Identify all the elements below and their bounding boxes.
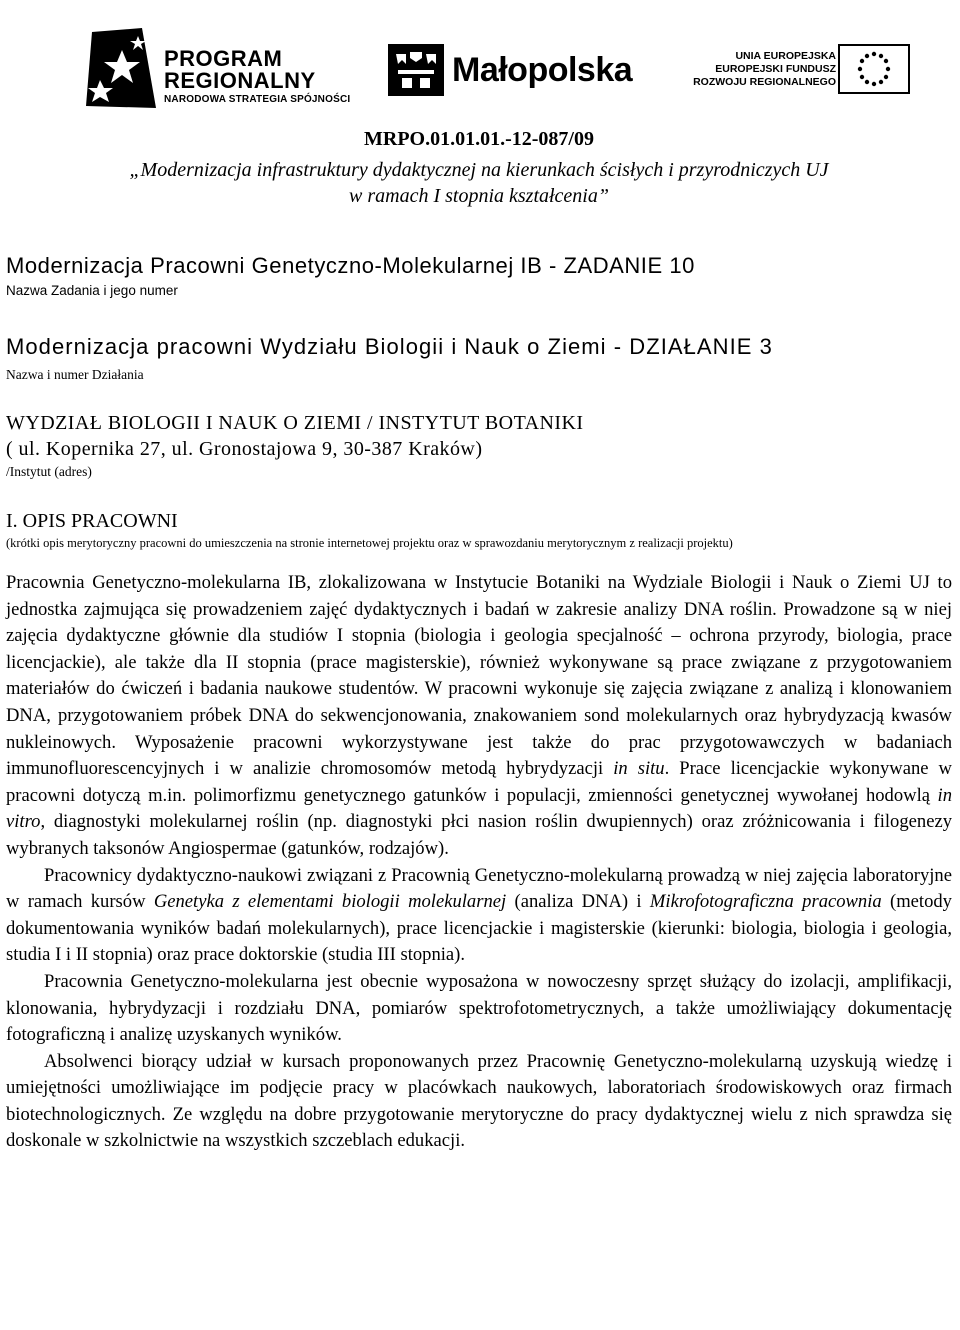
paragraph-2-text-c: (metody dokumentowania wyników badań molekularnych), prace licencjackie i magisterskie (kierunki: biologia, biologia i geologia, studia I i II stopnia) oraz prace doktorskie (studia III stopnia). (6, 891, 952, 966)
paragraph-2-italic-1: Genetyka z elementami biologii molekularnej (153, 891, 507, 913)
action-title: Modernizacja pracowni Wydziału Biologii i Nauk o Ziemi - DZIAŁANIE 3 (6, 334, 773, 359)
paragraph-1 (6, 570, 952, 863)
description-body (6, 570, 952, 1155)
paragraph-1-text-b: . Prace licencjackie wykonywane w pracowni dotyczą m.in. polimorfizmu genetycznego gatunków i populacji, zmienności genetycznej wywołanej hodowlą (6, 758, 952, 806)
task-title: Modernizacja Pracowni Genetyczno-Molekularnej IB - ZADANIE 10 (6, 253, 695, 278)
paragraph-2-text-a: Pracownicy dydaktyczno-naukowi związani z Pracownią Genetyczno-molekularną prowadzą w niej zajęcia laboratoryjne w ramach kursów (6, 864, 952, 913)
program-regionalny-line2: REGIONALNY (164, 68, 316, 93)
paragraph-2-text-b: (analiza DNA) i (506, 891, 650, 913)
program-regionalny-emblem-icon (86, 28, 160, 112)
logo-bar (0, 0, 960, 120)
section-heading: I. OPIS PRACOWNI (6, 510, 178, 532)
department-label: /Instytut (adres) (6, 464, 92, 479)
paragraph-1-italic-1: in situ (613, 758, 665, 780)
department-name: WYDZIAŁ BIOLOGII I NAUK O ZIEMI / INSTYTUT BOTANIKI (6, 412, 584, 434)
paragraph-2-italic-2: Mikrofotograficzna pracownia (649, 891, 882, 913)
action-label: Nazwa i numer Działania (6, 367, 144, 382)
eu-flag-icon (838, 44, 910, 94)
unia-europejska-logo (688, 44, 918, 100)
section-note: (krótki opis merytoryczny pracowni do umieszczenia na stronie internetowej projektu oraz w sprawozdaniu merytorycznym z realizacji projektu) (6, 536, 733, 550)
paragraph-3: Pracownia Genetyczno-molekularna jest obecnie wyposażona w nowoczesny sprzęt służący do izolacji, amplifikacji, klonowania, hybrydyzacji i rozdziału DNA, pomiarów spektrofotometrycznych, a także umożliwiający dokumentację fotograficzną i analizę uzyskanych wyników. (6, 970, 952, 1046)
unia-line3: ROZWOJU REGIONALNEGO (693, 76, 836, 88)
project-code: MRPO.01.01.01.-12-087/09 (364, 128, 594, 150)
paragraph-1-text-a: Pracownia Genetyczno-molekularna IB, zlokalizowana w Instytucie Botaniki na Wydziale Biologii i Nauk o Ziemi UJ to jednostka zajmująca się prowadzeniem zajęć dydaktycznych i badań w zakresie analizy DNA roślin. Prowadzone są w niej zajęcia dydaktyczne głównie dla studiów I stopnia (biologia i geologia specjalność – ochrona przyrody, biologia, prace licencjackie), ale także dla II stopnia (prace magisterskie), również wykonywane są prace związane z przygotowaniem materiałów do ćwiczeń i badania naukowe studentów. W pracowni wykonuje się zajęcia związane z analizą i klonowaniem DNA, przygotowaniem próbek DNA do sekwencjonowania, znakowaniem sond molekularnych oraz hybrydyzacją kwasów nukleinowych. Wyposażenie pracowni wykorzystywane jest także do prac przygotowawczych w badaniach immunofluorescencyjnych i w analizie chromosomów metodą hybrydyzacji (6, 572, 952, 780)
department-address: ( ul. Kopernika 27, ul. Gronostajowa 9, 30-387 Kraków) (6, 438, 483, 460)
task-label: Nazwa Zadania i jego numer (6, 283, 178, 298)
unia-line1: UNIA EUROPEJSKA (735, 50, 836, 62)
paragraph-4: Absolwenci biorący udział w kursach proponowanych przez Pracownię Genetyczno-molekularną uzyskują wiedzę i umiejętności umożliwiające im podjęcie pracy w placówkach naukowych, laboratoriach środowiskowych oraz firmach biotechnologicznych. Ze względu na dobre przygotowanie merytoryczne do pracy dydaktycznej wielu z nich sprawdza się doskonale w szkolnictwie na wszystkich szczeblach edukacji. (6, 1050, 952, 1152)
unia-europejska-text (693, 50, 836, 89)
project-title-line1: „Modernizacja infrastruktury dydaktycznej na kierunkach ścisłych i przyrodniczych UJ (129, 159, 829, 181)
program-regionalny-line1: PROGRAM (164, 46, 283, 71)
program-regionalny-logo (86, 28, 356, 112)
paragraph-2 (6, 863, 952, 969)
malopolska-emblem-icon (388, 44, 444, 96)
malopolska-wordmark: Małopolska (452, 51, 633, 89)
unia-line2: EUROPEJSKI FUNDUSZ (715, 63, 836, 75)
project-title-line2: w ramach I stopnia kształcenia” (349, 185, 609, 207)
malopolska-logo (388, 44, 658, 98)
paragraph-1-italic-2: in vitro (6, 784, 952, 833)
program-regionalny-line3: NARODOWA STRATEGIA SPÓJNOŚCI (164, 94, 351, 105)
paragraph-1-text-c: , diagnostyki molekularnej roślin (np. diagnostyki płci nasion roślin dwupiennych) oraz zróżnicowania i filogenezy wybranych taksonów Angiospermae (gatunków, rodzajów). (6, 811, 952, 859)
